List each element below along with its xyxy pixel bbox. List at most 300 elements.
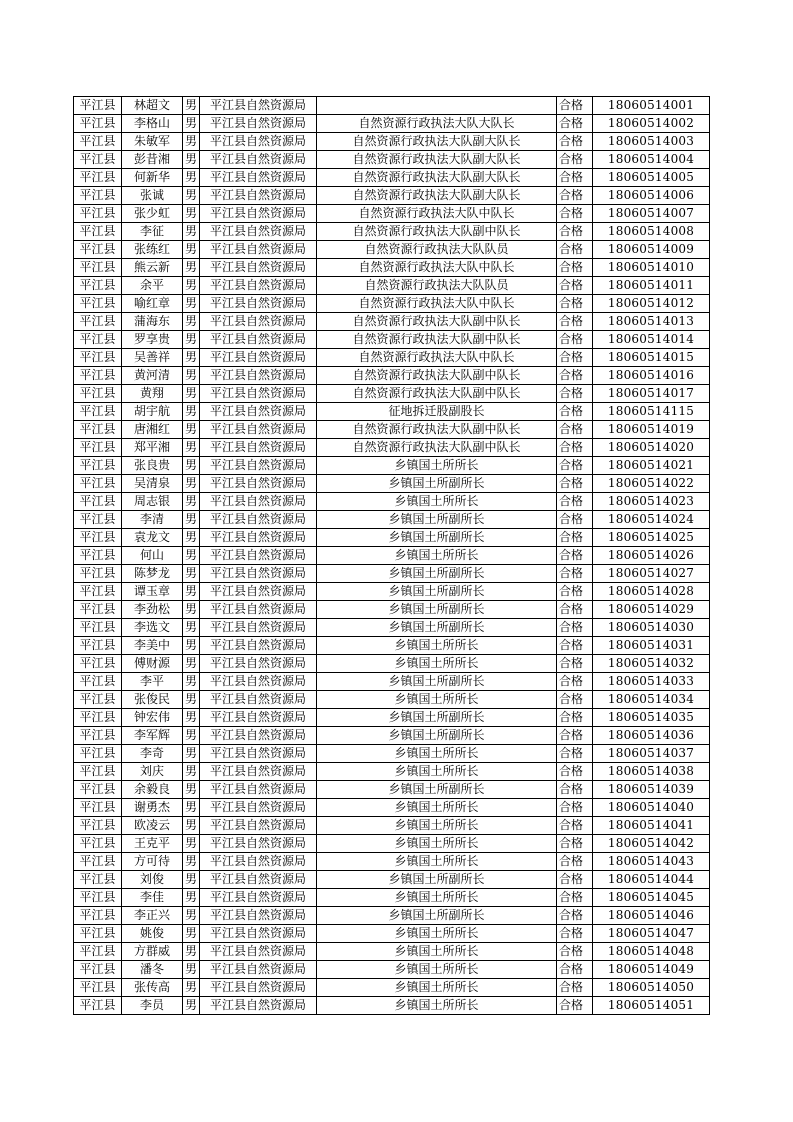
county-cell: 平江县: [74, 367, 122, 385]
id-cell: 18060514048: [593, 943, 710, 961]
position-cell: 乡镇国土所副所长: [317, 529, 557, 547]
unit-cell: 平江县自然资源局: [200, 925, 317, 943]
result-cell: 合格: [557, 655, 593, 673]
result-cell: 合格: [557, 871, 593, 889]
table-row: [74, 97, 710, 115]
table-row: [74, 853, 710, 871]
result-cell: 合格: [557, 241, 593, 259]
table-row: [74, 133, 710, 151]
unit-cell: 平江县自然资源局: [200, 115, 317, 133]
position-cell: 自然资源行政执法大队中队长: [317, 259, 557, 277]
position-cell: 乡镇国土所所长: [317, 961, 557, 979]
position-cell: 乡镇国土所副所长: [317, 601, 557, 619]
table-row: [74, 583, 710, 601]
gender-cell: 男: [183, 601, 200, 619]
result-cell: 合格: [557, 817, 593, 835]
table-row: [74, 835, 710, 853]
result-cell: 合格: [557, 187, 593, 205]
gender-cell: 男: [183, 961, 200, 979]
result-cell: 合格: [557, 133, 593, 151]
name-cell: 李劲松: [122, 601, 183, 619]
result-cell: 合格: [557, 475, 593, 493]
table-row: [74, 223, 710, 241]
county-cell: 平江县: [74, 601, 122, 619]
gender-cell: 男: [183, 133, 200, 151]
id-cell: 18060514012: [593, 295, 710, 313]
table-row: [74, 511, 710, 529]
county-cell: 平江县: [74, 205, 122, 223]
unit-cell: 平江县自然资源局: [200, 853, 317, 871]
position-cell: 乡镇国土所副所长: [317, 871, 557, 889]
table-row: [74, 637, 710, 655]
id-cell: 18060514003: [593, 133, 710, 151]
result-cell: 合格: [557, 709, 593, 727]
unit-cell: 平江县自然资源局: [200, 439, 317, 457]
result-cell: 合格: [557, 979, 593, 997]
result-cell: 合格: [557, 97, 593, 115]
id-cell: 18060514010: [593, 259, 710, 277]
county-cell: 平江县: [74, 889, 122, 907]
table-row: [74, 871, 710, 889]
unit-cell: 平江县自然资源局: [200, 475, 317, 493]
unit-cell: 平江县自然资源局: [200, 493, 317, 511]
gender-cell: 男: [183, 223, 200, 241]
result-cell: 合格: [557, 277, 593, 295]
result-cell: 合格: [557, 349, 593, 367]
position-cell: 乡镇国土所副所长: [317, 619, 557, 637]
gender-cell: 男: [183, 727, 200, 745]
gender-cell: 男: [183, 565, 200, 583]
position-cell: 乡镇国土所所长: [317, 979, 557, 997]
unit-cell: 平江县自然资源局: [200, 889, 317, 907]
roster-table: [73, 96, 710, 1015]
table-row: [74, 187, 710, 205]
unit-cell: 平江县自然资源局: [200, 421, 317, 439]
id-cell: 18060514013: [593, 313, 710, 331]
position-cell: 自然资源行政执法大队副中队长: [317, 385, 557, 403]
county-cell: 平江县: [74, 475, 122, 493]
gender-cell: 男: [183, 115, 200, 133]
result-cell: 合格: [557, 223, 593, 241]
position-cell: 乡镇国土所副所长: [317, 583, 557, 601]
gender-cell: 男: [183, 349, 200, 367]
name-cell: 李平: [122, 673, 183, 691]
name-cell: 姚俊: [122, 925, 183, 943]
position-cell: 乡镇国土所所长: [317, 691, 557, 709]
county-cell: 平江县: [74, 727, 122, 745]
unit-cell: 平江县自然资源局: [200, 241, 317, 259]
position-cell: 乡镇国土所副所长: [317, 565, 557, 583]
result-cell: 合格: [557, 889, 593, 907]
gender-cell: 男: [183, 421, 200, 439]
table-row: [74, 529, 710, 547]
table-row: [74, 493, 710, 511]
county-cell: 平江县: [74, 619, 122, 637]
name-cell: 何山: [122, 547, 183, 565]
unit-cell: 平江县自然资源局: [200, 295, 317, 313]
table-row: [74, 205, 710, 223]
id-cell: 18060514034: [593, 691, 710, 709]
table-row: [74, 655, 710, 673]
table-row: [74, 547, 710, 565]
unit-cell: 平江县自然资源局: [200, 457, 317, 475]
gender-cell: 男: [183, 997, 200, 1015]
name-cell: 张诚: [122, 187, 183, 205]
name-cell: 熊云新: [122, 259, 183, 277]
name-cell: 刘俊: [122, 871, 183, 889]
position-cell: 自然资源行政执法大队队员: [317, 277, 557, 295]
county-cell: 平江县: [74, 565, 122, 583]
result-cell: 合格: [557, 745, 593, 763]
result-cell: 合格: [557, 691, 593, 709]
table-row: [74, 151, 710, 169]
position-cell: 自然资源行政执法大队中队长: [317, 349, 557, 367]
gender-cell: 男: [183, 799, 200, 817]
name-cell: 朱敏军: [122, 133, 183, 151]
id-cell: 18060514050: [593, 979, 710, 997]
id-cell: 18060514007: [593, 205, 710, 223]
gender-cell: 男: [183, 925, 200, 943]
id-cell: 18060514026: [593, 547, 710, 565]
id-cell: 18060514024: [593, 511, 710, 529]
id-cell: 18060514015: [593, 349, 710, 367]
id-cell: 18060514004: [593, 151, 710, 169]
table-row: [74, 889, 710, 907]
position-cell: 自然资源行政执法大队队员: [317, 241, 557, 259]
county-cell: 平江县: [74, 817, 122, 835]
table-row: [74, 745, 710, 763]
county-cell: 平江县: [74, 457, 122, 475]
result-cell: 合格: [557, 439, 593, 457]
gender-cell: 男: [183, 889, 200, 907]
county-cell: 平江县: [74, 799, 122, 817]
unit-cell: 平江县自然资源局: [200, 997, 317, 1015]
id-cell: 18060514028: [593, 583, 710, 601]
name-cell: 李佳: [122, 889, 183, 907]
county-cell: 平江县: [74, 871, 122, 889]
gender-cell: 男: [183, 277, 200, 295]
position-cell: 自然资源行政执法大队副大队长: [317, 151, 557, 169]
id-cell: 18060514038: [593, 763, 710, 781]
unit-cell: 平江县自然资源局: [200, 403, 317, 421]
table-row: [74, 331, 710, 349]
id-cell: 18060514030: [593, 619, 710, 637]
gender-cell: 男: [183, 385, 200, 403]
result-cell: 合格: [557, 169, 593, 187]
position-cell: 征地拆迁股副股长: [317, 403, 557, 421]
unit-cell: 平江县自然资源局: [200, 385, 317, 403]
table-row: [74, 241, 710, 259]
result-cell: 合格: [557, 907, 593, 925]
gender-cell: 男: [183, 583, 200, 601]
name-cell: 李格山: [122, 115, 183, 133]
position-cell: 乡镇国土所所长: [317, 763, 557, 781]
id-cell: 18060514041: [593, 817, 710, 835]
id-cell: 18060514008: [593, 223, 710, 241]
position-cell: 自然资源行政执法大队中队长: [317, 205, 557, 223]
gender-cell: 男: [183, 853, 200, 871]
id-cell: 18060514011: [593, 277, 710, 295]
result-cell: 合格: [557, 313, 593, 331]
id-cell: 18060514017: [593, 385, 710, 403]
name-cell: 李选文: [122, 619, 183, 637]
county-cell: 平江县: [74, 997, 122, 1015]
id-cell: 18060514032: [593, 655, 710, 673]
id-cell: 18060514040: [593, 799, 710, 817]
county-cell: 平江县: [74, 637, 122, 655]
name-cell: 李军辉: [122, 727, 183, 745]
county-cell: 平江县: [74, 295, 122, 313]
name-cell: 李美中: [122, 637, 183, 655]
gender-cell: 男: [183, 781, 200, 799]
county-cell: 平江县: [74, 313, 122, 331]
gender-cell: 男: [183, 637, 200, 655]
result-cell: 合格: [557, 619, 593, 637]
position-cell: 自然资源行政执法大队中队长: [317, 295, 557, 313]
position-cell: 乡镇国土所所长: [317, 799, 557, 817]
name-cell: 黄河清: [122, 367, 183, 385]
unit-cell: 平江县自然资源局: [200, 331, 317, 349]
position-cell: 自然资源行政执法大队副中队长: [317, 313, 557, 331]
gender-cell: 男: [183, 655, 200, 673]
position-cell: 自然资源行政执法大队副大队长: [317, 169, 557, 187]
result-cell: 合格: [557, 727, 593, 745]
position-cell: 自然资源行政执法大队副中队长: [317, 367, 557, 385]
county-cell: 平江县: [74, 241, 122, 259]
unit-cell: 平江县自然资源局: [200, 223, 317, 241]
county-cell: 平江县: [74, 493, 122, 511]
name-cell: 李正兴: [122, 907, 183, 925]
id-cell: 18060514005: [593, 169, 710, 187]
county-cell: 平江县: [74, 763, 122, 781]
gender-cell: 男: [183, 979, 200, 997]
gender-cell: 男: [183, 817, 200, 835]
position-cell: 自然资源行政执法大队副中队长: [317, 331, 557, 349]
unit-cell: 平江县自然资源局: [200, 673, 317, 691]
county-cell: 平江县: [74, 745, 122, 763]
name-cell: 郑平湘: [122, 439, 183, 457]
gender-cell: 男: [183, 907, 200, 925]
table-row: [74, 763, 710, 781]
county-cell: 平江县: [74, 511, 122, 529]
name-cell: 张良贵: [122, 457, 183, 475]
id-cell: 18060514043: [593, 853, 710, 871]
name-cell: 欧凌云: [122, 817, 183, 835]
gender-cell: 男: [183, 673, 200, 691]
position-cell: 自然资源行政执法大队副中队长: [317, 223, 557, 241]
table-row: [74, 421, 710, 439]
id-cell: 18060514031: [593, 637, 710, 655]
table-row: [74, 799, 710, 817]
table-row: [74, 403, 710, 421]
name-cell: 吴善祥: [122, 349, 183, 367]
gender-cell: 男: [183, 241, 200, 259]
county-cell: 平江县: [74, 133, 122, 151]
name-cell: 李员: [122, 997, 183, 1015]
county-cell: 平江县: [74, 421, 122, 439]
name-cell: 唐湘红: [122, 421, 183, 439]
position-cell: 乡镇国土所所长: [317, 637, 557, 655]
unit-cell: 平江县自然资源局: [200, 961, 317, 979]
county-cell: 平江县: [74, 115, 122, 133]
table-body: [74, 97, 710, 1015]
unit-cell: 平江县自然资源局: [200, 871, 317, 889]
gender-cell: 男: [183, 763, 200, 781]
gender-cell: 男: [183, 403, 200, 421]
gender-cell: 男: [183, 367, 200, 385]
id-cell: 18060514045: [593, 889, 710, 907]
id-cell: 18060514051: [593, 997, 710, 1015]
unit-cell: 平江县自然资源局: [200, 97, 317, 115]
id-cell: 18060514020: [593, 439, 710, 457]
name-cell: 周志银: [122, 493, 183, 511]
gender-cell: 男: [183, 259, 200, 277]
id-cell: 18060514021: [593, 457, 710, 475]
position-cell: 乡镇国土所所长: [317, 943, 557, 961]
id-cell: 18060514023: [593, 493, 710, 511]
position-cell: 乡镇国土所所长: [317, 493, 557, 511]
unit-cell: 平江县自然资源局: [200, 943, 317, 961]
id-cell: 18060514047: [593, 925, 710, 943]
unit-cell: 平江县自然资源局: [200, 349, 317, 367]
name-cell: 黄翔: [122, 385, 183, 403]
result-cell: 合格: [557, 295, 593, 313]
gender-cell: 男: [183, 151, 200, 169]
position-cell: 乡镇国土所副所长: [317, 781, 557, 799]
name-cell: 胡宇航: [122, 403, 183, 421]
table-row: [74, 961, 710, 979]
name-cell: 李奇: [122, 745, 183, 763]
id-cell: 18060514027: [593, 565, 710, 583]
id-cell: 18060514037: [593, 745, 710, 763]
unit-cell: 平江县自然资源局: [200, 637, 317, 655]
position-cell: 自然资源行政执法大队副中队长: [317, 439, 557, 457]
gender-cell: 男: [183, 835, 200, 853]
unit-cell: 平江县自然资源局: [200, 511, 317, 529]
name-cell: 方可待: [122, 853, 183, 871]
id-cell: 18060514044: [593, 871, 710, 889]
id-cell: 18060514115: [593, 403, 710, 421]
table-row: [74, 439, 710, 457]
name-cell: 傅财源: [122, 655, 183, 673]
position-cell: 乡镇国土所所长: [317, 997, 557, 1015]
result-cell: 合格: [557, 835, 593, 853]
unit-cell: 平江县自然资源局: [200, 205, 317, 223]
gender-cell: 男: [183, 331, 200, 349]
gender-cell: 男: [183, 529, 200, 547]
table-row: [74, 709, 710, 727]
county-cell: 平江县: [74, 547, 122, 565]
unit-cell: 平江县自然资源局: [200, 583, 317, 601]
gender-cell: 男: [183, 511, 200, 529]
county-cell: 平江县: [74, 781, 122, 799]
name-cell: 李征: [122, 223, 183, 241]
name-cell: 钟宏伟: [122, 709, 183, 727]
result-cell: 合格: [557, 385, 593, 403]
county-cell: 平江县: [74, 835, 122, 853]
table-row: [74, 115, 710, 133]
id-cell: 18060514019: [593, 421, 710, 439]
gender-cell: 男: [183, 313, 200, 331]
county-cell: 平江县: [74, 439, 122, 457]
position-cell: 乡镇国土所所长: [317, 547, 557, 565]
table-row: [74, 295, 710, 313]
unit-cell: 平江县自然资源局: [200, 691, 317, 709]
name-cell: 方群威: [122, 943, 183, 961]
table-row: [74, 349, 710, 367]
name-cell: 吴清泉: [122, 475, 183, 493]
gender-cell: 男: [183, 745, 200, 763]
position-cell: [317, 97, 557, 115]
name-cell: 何新华: [122, 169, 183, 187]
gender-cell: 男: [183, 493, 200, 511]
county-cell: 平江县: [74, 97, 122, 115]
gender-cell: 男: [183, 205, 200, 223]
gender-cell: 男: [183, 475, 200, 493]
gender-cell: 男: [183, 187, 200, 205]
result-cell: 合格: [557, 601, 593, 619]
name-cell: 余毅良: [122, 781, 183, 799]
table-row: [74, 943, 710, 961]
table-row: [74, 259, 710, 277]
county-cell: 平江县: [74, 583, 122, 601]
name-cell: 李清: [122, 511, 183, 529]
name-cell: 喻红章: [122, 295, 183, 313]
table-row: [74, 475, 710, 493]
county-cell: 平江县: [74, 709, 122, 727]
county-cell: 平江县: [74, 943, 122, 961]
county-cell: 平江县: [74, 403, 122, 421]
result-cell: 合格: [557, 673, 593, 691]
id-cell: 18060514046: [593, 907, 710, 925]
id-cell: 18060514033: [593, 673, 710, 691]
unit-cell: 平江县自然资源局: [200, 763, 317, 781]
table-row: [74, 565, 710, 583]
unit-cell: 平江县自然资源局: [200, 259, 317, 277]
result-cell: 合格: [557, 259, 593, 277]
result-cell: 合格: [557, 421, 593, 439]
result-cell: 合格: [557, 367, 593, 385]
gender-cell: 男: [183, 547, 200, 565]
name-cell: 张练红: [122, 241, 183, 259]
table-row: [74, 313, 710, 331]
unit-cell: 平江县自然资源局: [200, 187, 317, 205]
result-cell: 合格: [557, 547, 593, 565]
county-cell: 平江县: [74, 925, 122, 943]
position-cell: 乡镇国土所所长: [317, 853, 557, 871]
county-cell: 平江县: [74, 673, 122, 691]
table-row: [74, 619, 710, 637]
gender-cell: 男: [183, 169, 200, 187]
gender-cell: 男: [183, 439, 200, 457]
unit-cell: 平江县自然资源局: [200, 745, 317, 763]
name-cell: 张俊民: [122, 691, 183, 709]
unit-cell: 平江县自然资源局: [200, 133, 317, 151]
name-cell: 刘庆: [122, 763, 183, 781]
unit-cell: 平江县自然资源局: [200, 709, 317, 727]
name-cell: 王克平: [122, 835, 183, 853]
table-row: [74, 457, 710, 475]
position-cell: 乡镇国土所副所长: [317, 673, 557, 691]
table-row: [74, 691, 710, 709]
name-cell: 林超文: [122, 97, 183, 115]
id-cell: 18060514039: [593, 781, 710, 799]
unit-cell: 平江县自然资源局: [200, 565, 317, 583]
id-cell: 18060514036: [593, 727, 710, 745]
result-cell: 合格: [557, 403, 593, 421]
name-cell: 袁龙文: [122, 529, 183, 547]
name-cell: 余平: [122, 277, 183, 295]
